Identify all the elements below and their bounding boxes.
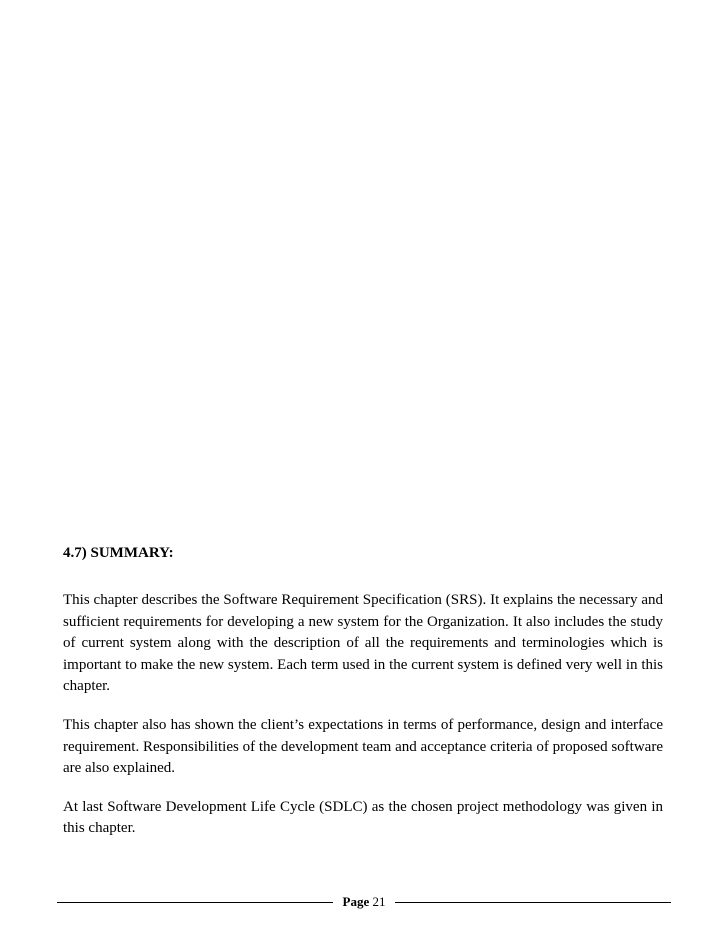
summary-paragraph-3: At last Software Development Life Cycle (SDLC) as the chosen project methodology was given in this chapter. [63,798,663,837]
footer-rule-left [57,902,333,903]
footer-rule-right [395,902,671,903]
page-label: Page [342,894,370,909]
page-number [333,893,395,911]
section-heading: 4.7) SUMMARY: [63,545,174,561]
page-number-value: 21 [372,894,386,909]
summary-paragraph-1: This chapter describes the Software Requirement Specification (SRS). It explains the necessary and sufficient requirements for developing a new system for the Organization. It also includes the study of current system along with the description of all the requirements and terminologies which is important to make the new system. Each term used in the current system is defined very well in this chapter. [63,592,663,695]
page-footer [57,893,671,913]
summary-section [63,543,663,840]
summary-paragraph-2: This chapter also has shown the client’s expectations in terms of performance, design and interface requirement. Responsibilities of the development team and acceptance criteria of proposed software are also explained. [63,716,663,777]
